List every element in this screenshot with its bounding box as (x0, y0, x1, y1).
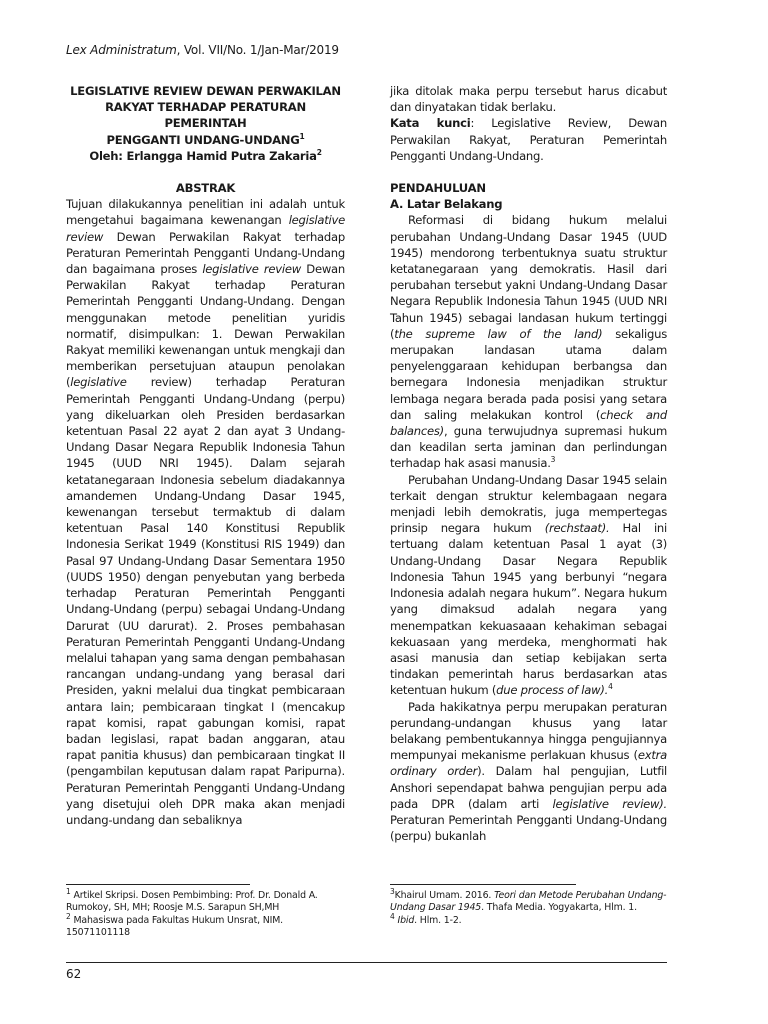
p3-em2: legislative review). (552, 796, 667, 811)
fn3-mark: 3 (390, 886, 395, 896)
abstract-continued: jika ditolak maka perpu tersebut harus dicabut dan dinyatakan tidak berlaku. (390, 84, 667, 115)
paper-title (66, 83, 345, 148)
abstract-s2: Dewan Perwakilan Rakyat terhadap Peraturan Pemerintah Pengganti Undang-Undang dan bagaimana proses (66, 229, 345, 277)
author-line (66, 148, 345, 164)
abstract-s3: Dewan Perwakilan Rakyat terhadap Peraturan Pemerintah Pengganti Undang-Undang. Dengan menggunakan metode penelitian yuridis normatif, disimpulkan: 1. Dewan Perwakilan Rakyat memiliki kewenangan untuk mengkaji dan memberikan persetujuan ataupun penolakan ( (66, 262, 346, 390)
fn1-mark: 1 (66, 886, 71, 896)
footnote-rule-left (66, 884, 250, 885)
journal-issue: , Vol. VII/No. 1/Jan-Mar/2019 (176, 43, 339, 57)
fn1-text: Artikel Skripsi. Dosen Pembimbing: Prof. Dr. Donald A. Rumokoy, SH, MH; Roosje M.S. Sarapun SH,MH (66, 890, 318, 914)
left-column (66, 83, 345, 828)
page-footer-rule (66, 962, 667, 963)
fn2-mark: 2 (66, 911, 71, 921)
journal-name: Lex Administratum (66, 43, 177, 57)
abstract-heading: ABSTRAK (175, 181, 236, 196)
footnote-ref-1: 1 (299, 131, 305, 141)
footnote-ref-4: 4 (608, 682, 613, 692)
keywords (390, 115, 667, 164)
p2-em2: due process of law). (496, 683, 609, 698)
footnote-3 (390, 886, 667, 915)
title-line-1: LEGISLATIVE REVIEW DEWAN PERWAKILAN (70, 84, 341, 98)
footnote-1 (66, 886, 346, 915)
p3-em1: extra ordinary order (390, 748, 667, 779)
section-heading: PENDAHULUAN (390, 181, 486, 196)
fn3-text-b: . Thafa Media. Yogyakarta, Hlm. 1. (481, 902, 637, 914)
p1c: , guna terwujudnya supremasi hukum dan keadilan serta jaminan dan perlindungan terhadap hak asasi manusia. (390, 424, 667, 471)
intro-paragraph-2 (390, 472, 667, 699)
running-header (66, 43, 339, 57)
p1-em2: check and balances) (390, 407, 667, 439)
footnote-ref-3: 3 (550, 455, 556, 465)
intro-paragraph-3 (390, 699, 667, 845)
footnotes-right (390, 886, 667, 927)
abstract-s2-em: legislative review (202, 262, 301, 277)
intro-paragraph-1 (390, 212, 667, 471)
right-column (390, 83, 667, 844)
page-number: 62 (66, 967, 82, 981)
p2a: Perubahan Undang-Undang Dasar 1945 selain terkait dengan struktur kelembagaan negara menjadi lebih demokratis, juga mempertegas prinsip negara hukum (390, 472, 667, 536)
abstract-s4: review) terhadap Peraturan Pemerintah Pengganti Undang-Undang (perpu) yang dikeluarkan oleh Presiden berdasarkan ketentuan Pasal 22 ayat 2 dan ayat 3 Undang-Undang Dasar Negara Republik Indonesia Tahun 1945 (UUD NRI 1945). Dalam sejarah ketatanegaraan Indonesia sebelum diadakannya amandemen Undang-Undang Dasar 1945, kewenangan tersebut termaktub di dalam ketentuan Pasal 140 Konstitusi Republik Indonesia Serikat 1949 (Konstitusi RIS 1949) dan Pasal 97 Undang-Undang Dasar Sementara 1950 (UUDS 1950) dengan penyebutan yang berbeda terhadap Peraturan Pemerintah Pengganti Undang-Undang (perpu) sebagai Undang-Undang Darurat (UU darurat). 2. Proses pembahasan Peraturan Pemerintah Pengganti Undang-Undang melalui tahapan yang sama dengan pembahasan rancangan undang-undang yang berasal dari Presiden, yakni melalui dua tingkat pembicaraan antara lain; pembicaraan tingkat I (mencakup rapat komisi, rapat gabungan komisi, rapat badan legislasi, rapat badan anggaran, atau rapat panitia khusus) dan pembicaraan tingkat II (pengambilan keputusan dalam rapat Paripurna). Peraturan Pemerintah Pengganti Undang-Undang yang disetujui oleh DPR maka akan menjadi undang-undang dan sebaliknya (66, 375, 345, 827)
keywords-text: : Legislative Review, Dewan Perwakilan Rakyat, Peraturan Pemerintah Pengganti Undang-Undang. (390, 116, 667, 163)
title-line-3-text: PENGGANTI UNDANG-UNDANG (106, 132, 300, 147)
fn4-mark: 4 (390, 911, 395, 921)
author-name: Oleh: Erlangga Hamid Putra Zakaria (89, 148, 317, 163)
p3c: Peraturan Pemerintah Pengganti Undang-Undang (perpu) bukanlah (390, 812, 667, 844)
p1-em1: the supreme law of the land) (394, 326, 603, 341)
subsection-heading: A. Latar Belakang (390, 197, 503, 212)
p1b: sekaligus merupakan landasan utama dalam penyelenggaraan kehidupan berbangsa dan bernegara Indonesia menjadikan struktur lembaga negara berada pada posisi yang setara dan saling melakukan kontrol ( (390, 326, 667, 422)
keywords-label: Kata kunci (390, 116, 471, 131)
fn2-text: Mahasiswa pada Fakultas Hukum Unsrat, NIM. 15071101118 (66, 914, 284, 939)
fn4-em: Ibid (394, 914, 415, 926)
p3a: Pada hakikatnya perpu merupakan peraturan perundang-undangan khusus yang latar belakang pembentukannya hingga pengujiannya mempunyai mekanisme perlakuan khusus ( (390, 699, 667, 763)
p3b: ). Dalam hal pengujian, Lutfil Anshori sependapat bahwa pengujian perpu ada pada DPR (dalam arti (390, 764, 668, 811)
p1a: Reformasi di bidang hukum melalui perubahan Undang-Undang Dasar 1945 (UUD 1945) mendorong terbentuknya suatu struktur ketatanegaraan yang demokratis. Hasil dari perubahan tersebut yakni Undang-Undang Dasar Negara Republik Indonesia Tahun 1945 (UUD NRI Tahun 1945) sebagai landasan hukum tertinggi ( (390, 213, 667, 341)
abstract-text (66, 196, 345, 828)
fn3-em: Teori dan Metode Perubahan Undang-Undang Dasar 1945 (390, 890, 667, 914)
abstract-s1: Tujuan dilakukannya penelitian ini adalah untuk mengetahui bagaimana kewenangan (66, 197, 345, 228)
title-line-3 (66, 132, 345, 148)
fn3-text-a: Khairul Umam. 2016. (394, 890, 495, 901)
footnote-rule-right (390, 884, 576, 885)
p2b: Hal ini tertuang dalam ketentuan Pasal 1 ayat (3) Undang-Undang Dasar Negara Republik Indonesia Tahun 1945 yang berbunyi “negara Indonesia adalah negara hukum”. Negara hukum yang dimaksud adalah negara yang menempatkan kekuasaaan kehakiman sebagai kekuasaan yang merdeka, menghormati hak asasi manusia dan setiap kebijakan serta tindakan pemerintah harus berdasarkan atas ketentuan hukum ( (390, 521, 667, 698)
footnote-2 (66, 911, 346, 940)
footnote-4 (390, 911, 667, 927)
footnote-ref-2: 2 (316, 147, 322, 157)
p2-em1: (rechstaat). (544, 521, 610, 536)
abstract-s1-em: legislative review (66, 213, 345, 244)
abstract-s3-em: legislative (70, 375, 127, 390)
title-line-2: RAKYAT TERHADAP PERATURAN PEMERINTAH (105, 100, 306, 131)
footnotes-left (66, 886, 346, 940)
fn4-text: . Hlm. 1-2. (414, 914, 462, 926)
